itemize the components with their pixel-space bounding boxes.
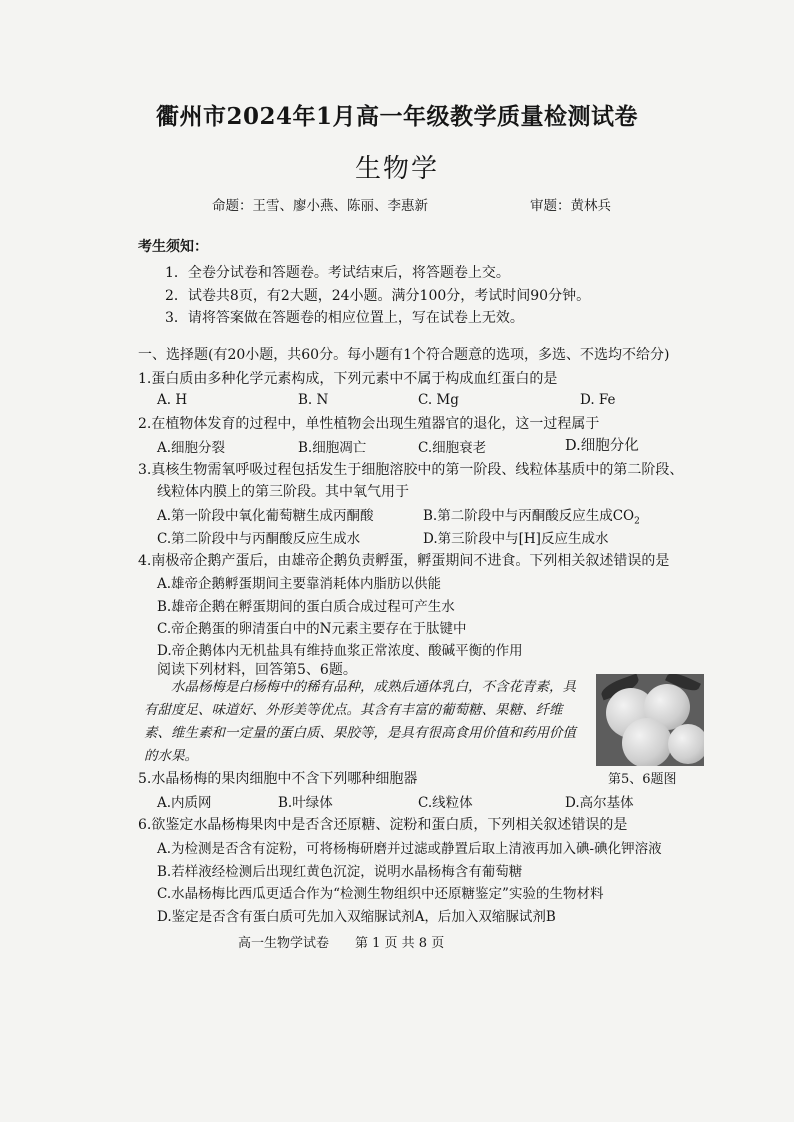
figure-caption: 第5、6题图 bbox=[608, 772, 677, 787]
option-b: B.细胞凋亡 bbox=[298, 440, 367, 456]
option-c: C.细胞衰老 bbox=[418, 440, 487, 456]
notice-item: 3．请将答案做在答题卷的相应位置上，写在试卷上无效。 bbox=[165, 310, 524, 326]
option-a: A.雄帝企鹅孵蛋期间主要靠消耗体内脂肪以供能 bbox=[157, 576, 442, 592]
question-stem-cont: 线粒体内膜上的第三阶段。其中氧气用于 bbox=[157, 484, 409, 500]
option-d: D.鉴定是否含有蛋白质可先加入双缩脲试剂A，后加入双缩脲试剂B bbox=[157, 909, 556, 925]
notice-item: 1．全卷分试卷和答题卷。考试结束后，将答题卷上交。 bbox=[165, 265, 510, 281]
notice-item: 2．试卷共8页，有2大题，24小题。满分100分，考试时间90分钟。 bbox=[165, 288, 591, 304]
reading-intro: 阅读下列材料，回答第5、6题。 bbox=[157, 662, 357, 678]
option-d: D.帝企鹅体内无机盐具有维持血浆正常浓度、酸碱平衡的作用 bbox=[157, 643, 523, 659]
option-d: D.细胞分化 bbox=[565, 438, 639, 454]
question-stem: 1.蛋白质由多种化学元素构成，下列元素中不属于构成血红蛋白的是 bbox=[138, 371, 558, 387]
option-b: B.第二阶段中与丙酮酸反应生成$CO_2$ bbox=[423, 508, 640, 527]
option-a: A.为检测是否含有淀粉，可将杨梅研磨并过滤或静置后取上清液再加入碘-碘化钾溶液 bbox=[157, 841, 662, 857]
exam-title: 衢州市2024年1月高一年级教学质量检测试卷 bbox=[155, 103, 639, 130]
option-a: A.细胞分裂 bbox=[157, 440, 226, 456]
authors-line: 命题：王雪、廖小燕、陈丽、李惠新 bbox=[212, 198, 428, 214]
reviewer-line: 审题：黄林兵 bbox=[530, 198, 611, 214]
option-b: B.叶绿体 bbox=[278, 795, 333, 811]
option-d: D.第三阶段中与[H]反应生成水 bbox=[423, 531, 609, 547]
option-d: D.高尔基体 bbox=[565, 795, 634, 811]
notice-heading: 考生须知： bbox=[138, 239, 208, 255]
reading-paragraph: 水晶杨梅是白杨梅中的稀有品种，成熟后通体乳白，不含花青素，具有甜度足、味道好、外形美等优点。其含有丰富的葡萄糖、果糖、纤维素、维生素和一定量的蛋白质、果胶等，是具有很高食用价值和药用价值的水果。 bbox=[144, 679, 576, 764]
option-b: B.若样液经检测后出现红黄色沉淀，说明水晶杨梅含有葡萄糖 bbox=[157, 864, 523, 880]
option-c: C. Mg bbox=[418, 392, 459, 408]
option-a: A. H bbox=[157, 392, 188, 408]
question-stem: 2.在植物体发育的过程中，单性植物会出现生殖器官的退化，这一过程属于 bbox=[138, 416, 600, 432]
option-c: C.线粒体 bbox=[418, 795, 473, 811]
page-footer: 高一生物学试卷 第 1 页 共 8 页 bbox=[238, 936, 445, 951]
option-c: C.水晶杨梅比西瓜更适合作为“检测生物组织中还原糖鉴定”实验的生物材料 bbox=[157, 886, 604, 902]
option-a: A.内质网 bbox=[157, 795, 212, 811]
option-c: C.第二阶段中与丙酮酸反应生成水 bbox=[157, 531, 361, 547]
option-a: A.第一阶段中氧化葡萄糖生成丙酮酸 bbox=[157, 508, 374, 524]
bayberry-photo bbox=[596, 674, 704, 766]
question-stem: 3.真核生物需氧呼吸过程包括发生于细胞溶胶中的第一阶段、线粒体基质中的第二阶段、 bbox=[138, 462, 684, 478]
option-b: B. N bbox=[298, 392, 329, 408]
question-stem: 4.南极帝企鹅产蛋后，由雄帝企鹅负责孵蛋，孵蛋期间不进食。下列相关叙述错误的是 bbox=[138, 553, 670, 569]
subject-title: 生物学 bbox=[354, 154, 439, 184]
question-stem: 6.欲鉴定水晶杨梅果肉中是否含还原糖、淀粉和蛋白质，下列相关叙述错误的是 bbox=[138, 817, 628, 833]
option-c: C.帝企鹅蛋的卵清蛋白中的N元素主要存在于肽键中 bbox=[157, 621, 467, 637]
section-heading: 一、选择题(有20小题，共60分。每小题有1个符合题意的选项，多选、不选均不给分) bbox=[138, 347, 670, 363]
question-stem: 5.水晶杨梅的果肉细胞中不含下列哪种细胞器 bbox=[138, 771, 418, 787]
option-b: B.雄帝企鹅在孵蛋期间的蛋白质合成过程可产生水 bbox=[157, 599, 455, 615]
option-d: D. Fe bbox=[580, 392, 616, 408]
